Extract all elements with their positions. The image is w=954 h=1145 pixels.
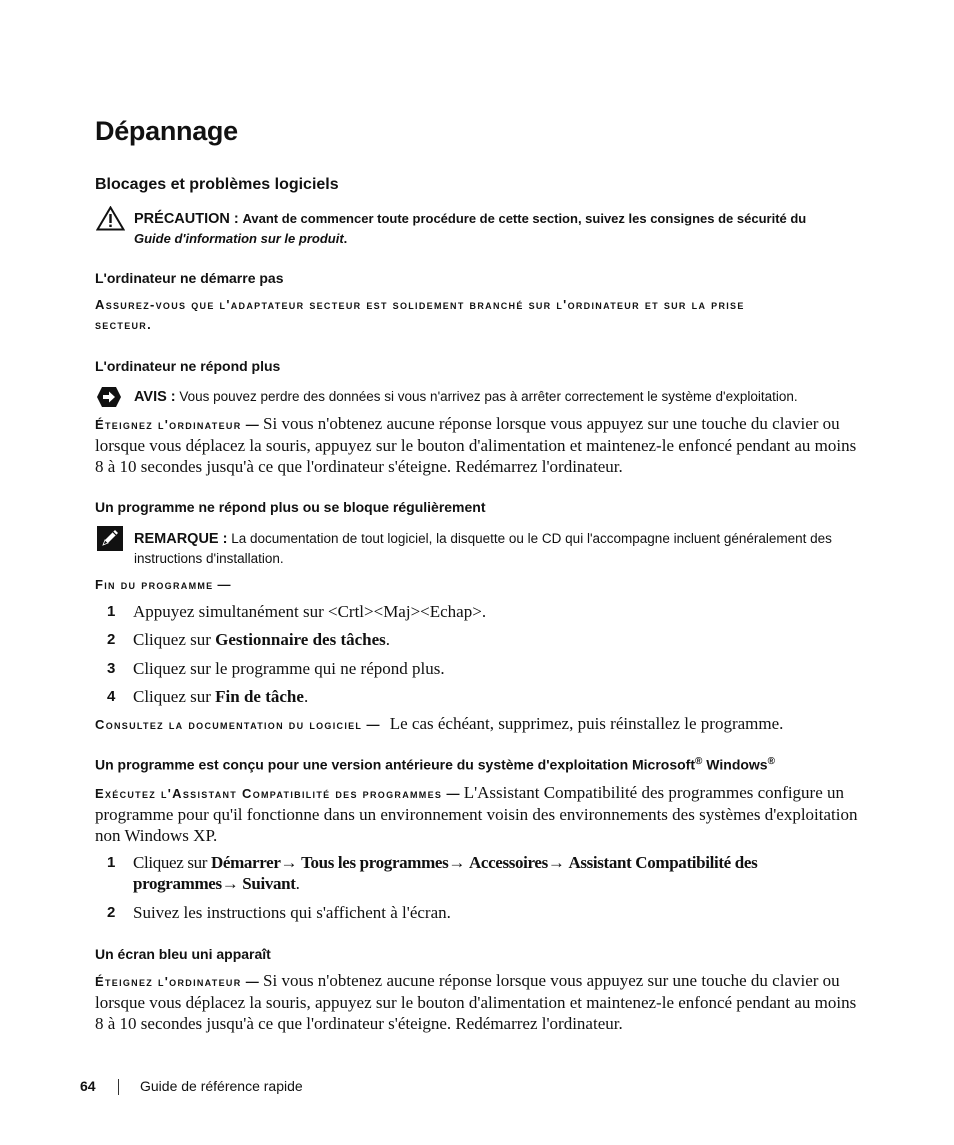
step-number: 1 xyxy=(107,854,116,871)
consult-doc-paragraph: Consultez la documentation du logiciel — Le cas échéant, supprimez, puis réinstallez le programme. xyxy=(95,714,784,733)
blue-screen-text: Si vous n'obtenez aucune réponse lorsque vous appuyez sur une touche du clavier ou lorsque vous déplacez la souris, appuyez sur le bouton d'alimentation et maintenez-le enfoncé pendant au moins 8 à 10 secondes jusqu'à ce que l'ordinateur s'éteigne. Redémarrez l'ordinateur. xyxy=(95,971,857,1033)
consult-doc-text: Le cas échéant, supprimez, puis réinstallez le programme. xyxy=(389,714,784,733)
heading-no-start: L'ordinateur ne démarre pas xyxy=(95,270,284,286)
step-text: Cliquez sur Gestionnaire des tâches. xyxy=(133,630,391,649)
heading-program-hang: Un programme ne répond plus ou se bloque régulièrement xyxy=(95,499,486,515)
heading-blue-screen: Un écran bleu uni apparaît xyxy=(95,946,271,962)
caution-guide-title: Guide d'information sur le produit xyxy=(134,231,344,246)
no-start-instruction-line2: secteur. xyxy=(95,317,153,332)
step-number: 4 xyxy=(107,688,116,705)
avis-label: AVIS : xyxy=(134,389,176,405)
blue-screen-paragraph: Éteignez l'ordinateur — Si vous n'obtenez aucune réponse lorsque vous appuyez sur une touche du clavier ou lorsque vous déplacez la souris, appuyez sur le bouton d'alimentation et maintenez-le enfoncé pendant au moins 8 à 10 secondes jusqu'à ce que l'ordinateur s'éteigne. Redémarrez l'ordinateur. xyxy=(95,971,857,1033)
footer-guide-title: Guide de référence rapide xyxy=(140,1078,303,1094)
caution-note: PRÉCAUTION : Avant de commencer toute procédure de cette section, suivez les consignes de sécurité du Guide d'information sur le produit. xyxy=(134,211,807,246)
step-text: Cliquez sur le programme qui ne répond plus. xyxy=(133,659,445,678)
menu-path-compat-wizard: Assistant Compatibilité des programmes xyxy=(133,853,758,893)
avis-note xyxy=(134,387,854,407)
no-response-paragraph: Éteignez l'ordinateur — Si vous n'obtenez aucune réponse lorsque vous appuyez sur une touche du clavier ou lorsque vous déplacez la souris, appuyez sur le bouton d'alimentation et maintenez-le enfoncé pendant au moins 8 à 10 secondes jusqu'à ce que l'ordinateur s'éteigne. Redémarrez l'ordinateur. xyxy=(95,414,857,476)
section-title: Blocages et problèmes logiciels xyxy=(95,176,339,193)
caution-text: Avant de commencer toute procédure de cette section, suivez les consignes de sécurité du xyxy=(242,211,807,226)
compat-text: L'Assistant Compatibilité des programmes configure un programme pour qu'il fonctionne dans un environnement voisin des environnements des systèmes d'exploitation non Windows XP. xyxy=(95,783,858,845)
footer-divider xyxy=(118,1079,119,1095)
avis-arrow-icon xyxy=(96,386,122,408)
remarque-note xyxy=(134,529,854,568)
menu-path-accessories: Accessoires xyxy=(468,853,548,872)
menu-path-start: Démarrer xyxy=(210,853,281,872)
no-response-text: Si vous n'obtenez aucune réponse lorsque vous appuyez sur une touche du clavier ou lorsque vous déplacez la souris, appuyez sur le bouton d'alimentation et maintenez-le enfoncé pendant au moins 8 à 10 secondes jusqu'à ce que l'ordinateur s'éteigne. Redémarrez l'ordinateur. xyxy=(95,414,857,476)
heading-compat: Un programme est conçu pour une version antérieure du système d'exploitation Microsoft® Windows® xyxy=(95,756,775,773)
remarque-text: La documentation de tout logiciel, la disquette ou le CD qui l'accompagne incluent généralement des instructions d'installation. xyxy=(134,531,832,566)
step-number: 1 xyxy=(107,603,116,620)
blue-screen-lead: Éteignez l'ordinateur xyxy=(95,974,242,989)
compat-lead: Exécutez l'Assistant Compatibilité des programmes xyxy=(95,786,443,801)
no-start-instruction-line1: Assurez-vous que l'adaptateur secteur est solidement branché sur l'ordinateur et sur la prise xyxy=(95,297,745,312)
step-number: 3 xyxy=(107,660,116,677)
menu-path-next: Suivant xyxy=(242,874,296,893)
page-number: 64 xyxy=(80,1078,96,1094)
no-response-lead: Éteignez l'ordinateur xyxy=(95,417,242,432)
warning-triangle-icon xyxy=(96,206,125,231)
end-program-lead-line: Fin du programme — xyxy=(95,577,231,592)
step-text: Suivez les instructions qui s'affichent à l'écran. xyxy=(133,903,451,922)
ui-label-end-task: Fin de tâche xyxy=(215,687,304,706)
avis-text: Vous pouvez perdre des données si vous n'arrivez pas à arrêter correctement le système d'exploitation. xyxy=(179,389,798,404)
end-program-lead: Fin du programme xyxy=(95,577,214,592)
heading-no-response: L'ordinateur ne répond plus xyxy=(95,358,281,374)
step-text: Cliquez sur Démarrer→ Tous les programmes→ Accessoires→ Assistant Compatibilité des programmes→ Suivant. xyxy=(133,853,758,893)
caution-label: PRÉCAUTION : xyxy=(134,211,239,227)
remarque-label: REMARQUE : xyxy=(134,531,228,547)
menu-path-all-programs: Tous les programmes xyxy=(301,853,449,872)
step-text: Cliquez sur Fin de tâche. xyxy=(133,687,309,706)
step-number: 2 xyxy=(107,631,116,648)
consult-doc-lead: Consultez la documentation du logiciel xyxy=(95,717,363,732)
ui-label-task-manager: Gestionnaire des tâches xyxy=(215,630,386,649)
pencil-note-icon xyxy=(97,526,123,551)
compat-paragraph: Exécutez l'Assistant Compatibilité des programmes — L'Assistant Compatibilité des programmes configure un programme pour qu'il fonctionne dans un environnement voisin des environnements des systèmes d'exploitation non Windows XP. xyxy=(95,783,858,845)
page-title: Dépannage xyxy=(95,116,238,146)
step-number: 2 xyxy=(107,904,116,921)
step-text: Appuyez simultanément sur <Crtl><Maj><Echap>. xyxy=(133,602,487,621)
